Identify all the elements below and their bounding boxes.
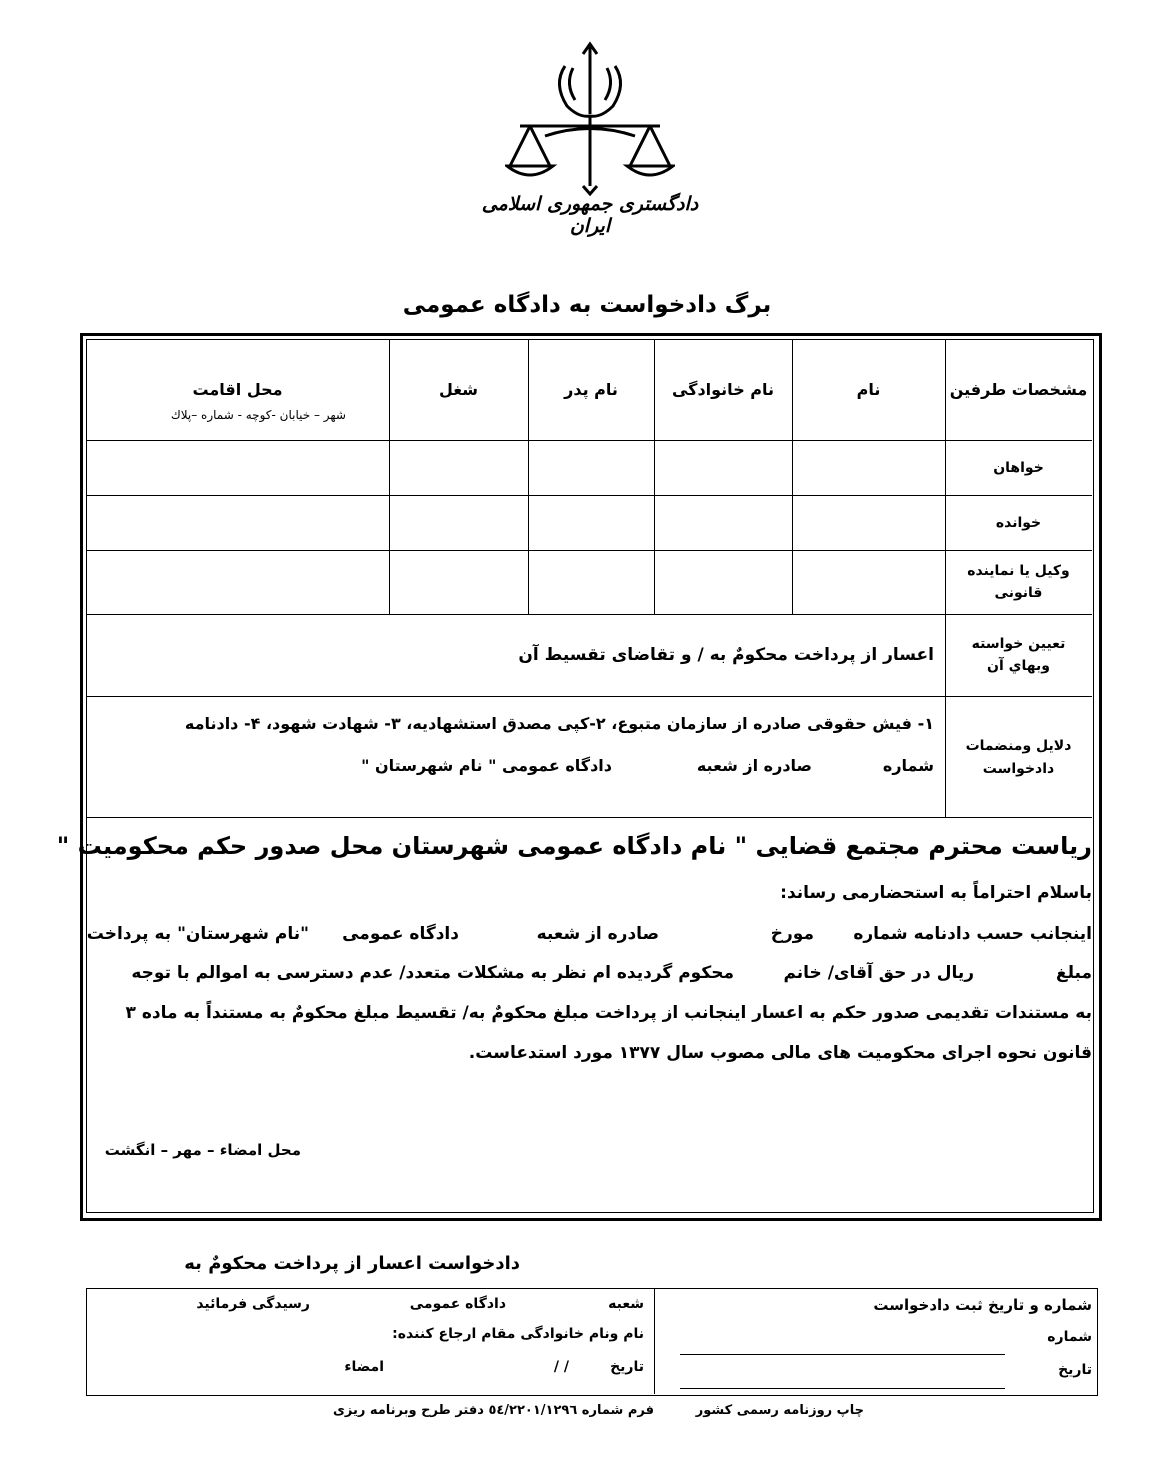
evidence-line-2b: صادره از شعبه bbox=[696, 756, 812, 775]
col-parties: مشخصات طرفین bbox=[949, 380, 1088, 399]
petition-line1-d: دادگاه عمومی bbox=[342, 924, 459, 944]
row-lawyer-2: قانونی bbox=[994, 585, 1043, 601]
footer-form-number: فرم شماره ٥٤/٢٢٠١/١٢٩٦ دفتر طرح وبرنامه ریزی bbox=[332, 1403, 654, 1418]
registration-number-label: شماره bbox=[1047, 1329, 1092, 1345]
residence-hint: شهر – خیابان -کوچه - شماره –پلاك bbox=[170, 408, 346, 422]
receipt-branch: شعبه bbox=[608, 1296, 644, 1312]
table-divider bbox=[86, 550, 1092, 551]
petition-line1-c: صادره از شعبه bbox=[536, 924, 659, 944]
petition-line4: قانون نحوه اجرای محكومیت های مالی مصوب سال ١٣٧٧ مورد استدعاست. bbox=[468, 1043, 1092, 1063]
evidence-line-1: ١- فیش حقوقی صادره از سازمان متبوع، ٢-كپی مصدق استشهادیه، ٣- شهادت شهود، ۴- دادنامه bbox=[184, 714, 934, 733]
table-divider bbox=[86, 440, 1092, 441]
col-last-name: نام خانوادگی bbox=[671, 380, 775, 399]
table-divider bbox=[86, 614, 1092, 615]
receipt-signature: امضاء bbox=[344, 1359, 384, 1375]
emblem-caption: دادگستری جمهوری اسلامی ایران bbox=[481, 193, 699, 237]
form-title: برگ دادخواست به دادگاه عمومی bbox=[402, 292, 772, 318]
table-divider bbox=[86, 817, 1092, 818]
petition-line2-c: محكوم گردیده ام نظر به مشكلات متعدد/ عدم دسترسی به اموالم با توجه bbox=[131, 963, 734, 983]
registration-date-line bbox=[680, 1388, 1005, 1389]
receipt-divider bbox=[654, 1288, 655, 1394]
claim-label-2: وبهاي آن bbox=[987, 658, 1050, 674]
col-father-name: نام پدر bbox=[564, 380, 618, 399]
receipt-date-slashes: / / bbox=[553, 1359, 569, 1375]
table-divider bbox=[86, 495, 1092, 496]
receipt-date-label: تاریخ bbox=[610, 1359, 644, 1375]
petition-line1-e: "نام شهرستان" به پرداخت bbox=[86, 924, 309, 944]
petition-line1-b: مورخ bbox=[770, 924, 814, 944]
petition-line2-a: مبلغ bbox=[1055, 963, 1092, 983]
registration-title: شماره و تاريخ ثبت دادخواست bbox=[873, 1296, 1092, 1314]
evidence-line-2a: شماره bbox=[882, 756, 934, 775]
petition-greeting: باسلام احتراماً به استحضارمی رساند: bbox=[780, 883, 1092, 903]
registration-number-line bbox=[680, 1354, 1005, 1355]
row-lawyer-1: وكيل يا نماينده bbox=[967, 563, 1070, 579]
receipt-general-court: دادگاه عمومی bbox=[409, 1296, 506, 1312]
claim-value: اعسار از پرداخت محكومٌ به / و تقاضای تقسیط آن bbox=[518, 645, 934, 665]
signature-place: محل امضاء – مهر – انگشت bbox=[104, 1141, 301, 1159]
petition-line3: به مستندات تقدیمی صدور حكم به اعسار اینجانب از پرداخت مبلغ محكومٌ به/ تقسیط مبلغ محكومٌ به مستنداً به ماده ٣ bbox=[125, 1003, 1092, 1023]
col-first-name: نام bbox=[856, 380, 881, 399]
footer-printer: چاپ روزنامه رسمی كشور bbox=[695, 1403, 864, 1418]
evidence-line-2c: دادگاه عمومی " نام شهرستان " bbox=[361, 756, 612, 775]
evidence-label-2: دادخواست bbox=[982, 761, 1055, 777]
form-frame-inner bbox=[86, 339, 1094, 1213]
row-defendant: خوانده bbox=[995, 515, 1042, 531]
claim-label-1: تعيين خواسته bbox=[971, 636, 1066, 652]
petition-line1-a: اینجانب حسب دادنامه شماره bbox=[853, 924, 1092, 944]
col-occupation: شغل bbox=[438, 380, 479, 399]
receipt-title: دادخواست اعسار از پرداخت محكومٌ به bbox=[184, 1253, 520, 1274]
registration-date-label: تاریخ bbox=[1058, 1362, 1092, 1378]
row-plaintiff: خواهان bbox=[993, 460, 1044, 476]
judiciary-emblem-icon bbox=[505, 36, 675, 196]
petition-line2-b: ریال در حق آقای/ خانم bbox=[783, 963, 974, 983]
petition-heading: ریاست محترم مجتمع قضایی " نام دادگاه عمومی شهرستان محل صدور حكم محكومیت " bbox=[56, 832, 1092, 860]
receipt-referrer: نام ونام خانوادگی مقام ارجاع كننده: bbox=[392, 1326, 644, 1342]
receipt-please-review: رسیدگی فرمائید bbox=[196, 1296, 310, 1312]
col-residence: محل اقامت bbox=[192, 380, 283, 399]
evidence-label-1: دلایل ومنضمات bbox=[965, 738, 1072, 754]
table-divider bbox=[86, 696, 1092, 697]
